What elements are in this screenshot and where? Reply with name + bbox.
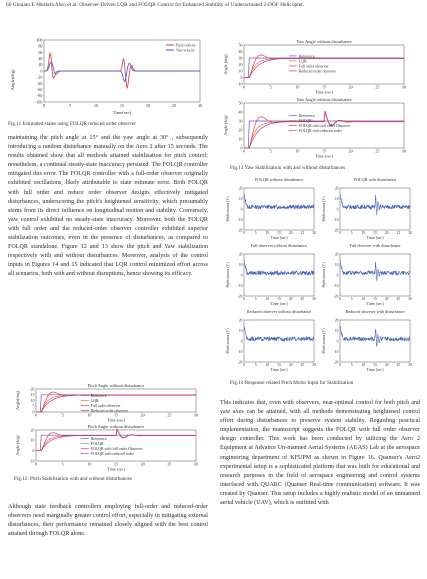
f13b-ytick: 20 [238, 127, 243, 133]
f12b-ytick: 0 [32, 448, 35, 454]
fig14-ytick: 0 [336, 273, 339, 278]
f13a-xtick: 20 [348, 84, 353, 90]
fig14-ytick: -10 [237, 283, 243, 288]
f12a-legend-2: Full order observer [90, 403, 121, 408]
f13b-xtick: 5 [269, 148, 272, 154]
fig14-xtick: 5 [350, 363, 353, 368]
fig11-ytick: -40 [36, 80, 43, 86]
fig14-xtick: 30 [408, 363, 412, 368]
fig14-xtick: 15 [373, 231, 377, 236]
fig14-xtick: 20 [288, 231, 293, 236]
fig14-ytick: 0 [240, 207, 243, 212]
fig11-ytick: 0 [40, 68, 43, 74]
fig14-xtick: 0 [339, 363, 341, 368]
figure-14 [222, 176, 422, 386]
f13b-xlabel: Time (sec) [315, 153, 333, 159]
fig14-panel-title: Full observer with disturbance [349, 243, 401, 248]
f12b-xtick: 0 [35, 461, 37, 467]
running-header: 66 Ghulam E Mustafa Abro et al: Observer-Driven LQR and FOLQR Control for Enhanced Stability of Underactuated 2-DOF Helicopter. [6, 2, 304, 8]
fig14-xlabel: Time (sec) [366, 367, 384, 372]
f13a-ytick: -10 [237, 81, 243, 87]
f13a-legend-2: Full order observer [298, 64, 329, 69]
f12b-xlabel: Time (sec) [107, 466, 125, 472]
f12a-ytick: 20 [30, 386, 35, 392]
figure-13b [222, 96, 412, 158]
fig11-ylabel: Angle(deg) [10, 69, 15, 91]
fig14-xtick: 0 [243, 231, 245, 236]
fig14-panel-title: FOLQR with disturbance [353, 177, 397, 182]
paragraph-results: maintaining the pitch angle at 15° and the yaw angle at 30° , subsequently introducing a random disturbance manually on the Aero 2 after 15 seconds. The results obtained show that all methods attained stabilisation for pitch control; nonetheless, a continual steady-state inaccuracy persisted. The FOLQR controller mitigated this error. The FOLQR controller with a full-order observer originally exhibited oscillations, likely attributable to state estimate error. Both FOLQR with full order and reduce order observer designs effectively mitigated disturbances, underscoring the pitch's heightened sensitivity, which presumably stems from its direct influence on longitudinal motion and stability. Conversely, yaw control exhibited no steady-state inaccuracy. Moreover, both the FOLQR with full order and the reduced-order observer controller exhibited superior stabilization outcomes, even in the presence of disturbances, as compared to FOLQR standalone. Figure 12 and 13 show the pitch and Yaw stabilization respectively with and without disturbances. Moreover, analysis of the control inputs in Figures 14 and 15 indicated that LQR control minimized effort across all scenarios, both with and without disruptions, hence showing its efficacy. [8, 135, 208, 278]
fig14-ytick: -10 [237, 217, 243, 222]
f13a-xtick: 15 [322, 84, 326, 90]
f12b-xtick: 5 [61, 461, 64, 467]
fig14-xtick: 20 [384, 231, 389, 236]
fig11-xtick: 10 [93, 103, 99, 108]
f12a-legend-0: Reference [90, 393, 107, 398]
fig14-ytick: -10 [333, 283, 339, 288]
fig11-ytick: -80 [36, 93, 43, 99]
f13b-ylabel: Angle (deg) [223, 115, 228, 136]
f13a-ytick: 40 [238, 48, 243, 54]
fig14-xtick: 15 [277, 297, 281, 302]
f12a-title: Pitch Angle without disturbance [87, 383, 145, 388]
f12b-ylabel: Angle (deg) [15, 435, 20, 456]
fig11-ytick: 80 [38, 43, 43, 49]
f12a-xtick: 10 [87, 412, 92, 418]
fig14-caption: Fig.14 Response related Pitch Motor Input for Stabilization [230, 380, 354, 386]
fig14-ytick: -20 [237, 228, 243, 233]
f12a-xtick: 5 [61, 412, 64, 418]
f12a-xtick: 15 [114, 412, 118, 418]
fig14-xtick: 10 [361, 231, 366, 236]
fig14-ytick: 10 [238, 262, 243, 267]
fig14-xtick: 5 [350, 231, 353, 236]
fig11-xtick: 5 [68, 103, 72, 108]
fig14-xtick: 5 [254, 297, 257, 302]
f13a-ylabel: Angle (deg) [223, 54, 228, 75]
fig14-xtick: 30 [312, 231, 316, 236]
fig14-xtick: 15 [373, 363, 377, 368]
fig14-ytick: -10 [333, 349, 339, 354]
fig14-xlabel: Time (sec) [270, 367, 288, 372]
fig14-signal [340, 261, 410, 281]
fig14-signal [244, 260, 314, 275]
f13b-xtick: 30 [402, 148, 406, 154]
fig14-ytick: 10 [238, 328, 243, 333]
fig14-ytick: 0 [240, 339, 243, 344]
fig14-xtick: 25 [300, 297, 305, 302]
f13b-legend-2: FOLQR with full order Observer [298, 124, 351, 128]
fig14-xtick: 30 [408, 297, 412, 302]
f12b-xtick: 15 [114, 461, 118, 467]
fig14-xtick: 20 [288, 297, 293, 302]
f12a-xtick: 25 [167, 412, 172, 418]
fig14-xlabel: Time (sec) [270, 301, 288, 306]
fig11-ytick: 60 [38, 49, 43, 55]
fig14-ytick: 20 [334, 318, 339, 323]
fig14-xtick: 5 [350, 297, 353, 302]
f12b-legend-2: FOLQR with full order Observer [90, 447, 143, 452]
fig14-xtick: 10 [265, 297, 270, 302]
fig14-ytick: 20 [238, 252, 243, 257]
fig14-ytick: -10 [333, 217, 339, 222]
fig14-ytick: -20 [333, 228, 339, 233]
left-body-2 [8, 503, 208, 539]
fig14-xtick: 25 [396, 297, 401, 302]
f13a-ytick: 0 [240, 74, 243, 80]
f13a-ytick: 30 [238, 55, 243, 61]
f13b-ytick: 50 [238, 100, 243, 106]
fig14-ytick: 0 [240, 273, 243, 278]
fig14-ylabel: Pitch motor (V) [321, 262, 326, 288]
f13a-ytick: 20 [238, 61, 243, 67]
fig11-ytick: -60 [36, 87, 43, 92]
f13b-xtick: 25 [375, 148, 380, 154]
fig11-xtick: 15 [119, 103, 125, 108]
fig11-ytick: -100 [34, 99, 43, 105]
fig14-signal [244, 326, 314, 341]
fig14-xtick: 25 [300, 363, 305, 368]
fig14-ytick: 20 [334, 252, 339, 257]
fig14-ylabel: Pitch motor (V) [321, 328, 326, 354]
fig14-ytick: 20 [334, 186, 339, 191]
f12a-ylabel: Angle(deg) [15, 390, 20, 411]
fig14-panel-title: Full observer without disturbance [250, 243, 308, 248]
fig14-ylabel: Pitch motor (V) [321, 196, 326, 222]
fig14-xtick: 30 [408, 231, 412, 236]
fig11-xtick: 30 [197, 103, 203, 108]
fig14-xtick: 0 [339, 231, 341, 236]
f12b-legend-3: FOLQR with reduced order [90, 452, 134, 457]
fig14-xtick: 25 [396, 231, 401, 236]
f13a-legend-3: Reduced order observer [298, 69, 336, 74]
fig12-caption: Fig.12. Pitch Stabilization with and without disturbances [14, 476, 132, 482]
fig14-xtick: 5 [254, 363, 257, 368]
f13a-xlabel: Time (sec) [315, 89, 333, 95]
fig11-ytick: 20 [38, 62, 43, 68]
fig14-xtick: 15 [277, 231, 281, 236]
f13a-title: Yaw Angle without disturbance [296, 39, 352, 44]
f13b-legend-0: Reference [298, 114, 315, 118]
fig14-xtick: 15 [277, 363, 281, 368]
fig14-xtick: 10 [361, 363, 366, 368]
fig14-xtick: 25 [300, 231, 305, 236]
fig14-ytick: 10 [334, 196, 339, 201]
fig13-caption: Fig.13 Yaw Stabilization with and without disturbances [230, 165, 345, 171]
fig14-ytick: 0 [336, 339, 339, 344]
f12a-ytick: 15 [30, 392, 35, 398]
fig14-xtick: 30 [312, 363, 316, 368]
f13b-legend-3: FOLQR with reduced order [298, 129, 342, 133]
fig14-ylabel: Pitch motor (V) [225, 196, 230, 222]
figure-13a [222, 38, 412, 94]
f13b-ytick: 0 [240, 145, 243, 151]
fig14-xtick: 10 [265, 363, 270, 368]
f12b-xtick: 30 [194, 461, 198, 467]
f12a-legend-3: Reduced order observer [90, 408, 128, 413]
fig14-xtick: 20 [288, 363, 293, 368]
fig14-ytick: -10 [237, 349, 243, 354]
f13a-xtick: 5 [269, 84, 272, 90]
fig14-ytick: 20 [238, 318, 243, 323]
fig11-legend [166, 44, 196, 53]
figure-12a [14, 382, 204, 422]
f12b-ytick: -10 [29, 458, 35, 464]
fig14-xlabel: Time (sec) [270, 235, 288, 240]
f13a-legend-1: LQR [298, 59, 307, 64]
f13a-ytick: 10 [238, 68, 243, 74]
fig14-panel-title: Reduced observer with disturbance [345, 309, 405, 314]
fig14-ytick: -20 [333, 294, 339, 299]
f13a-xtick: 25 [375, 84, 380, 90]
f12a-xtick: 20 [140, 412, 145, 418]
fig14-xtick: 30 [312, 297, 316, 302]
fig14-xtick: 25 [396, 363, 401, 368]
f12b-title: Pitch Angle without disturbance [87, 424, 145, 429]
f13a-legend-0: Reference [298, 54, 315, 59]
f13b-ytick: 10 [238, 136, 243, 142]
fig14-xlabel: Time (sec) [366, 235, 384, 240]
fig11-ytick: 40 [38, 56, 43, 61]
fig14-ytick: -20 [237, 294, 243, 299]
f13b-xtick: 15 [322, 148, 326, 154]
fig14-xtick: 20 [384, 363, 389, 368]
fig14-ylabel: Pitch motor (V) [225, 262, 230, 288]
f13a-xtick: 30 [402, 84, 406, 90]
pitch-velocity-series [44, 53, 200, 88]
fig14-ytick: 0 [336, 207, 339, 212]
fig14-panel-title: FOLQR without disturbance [255, 177, 303, 182]
figure-12b [14, 423, 204, 471]
f12b-legend-0: Reference [90, 437, 107, 442]
fig14-ytick: -20 [237, 360, 243, 365]
fig14-ytick: 20 [238, 186, 243, 191]
fig11-ytick: -20 [36, 74, 43, 80]
f13b-ytick: 40 [238, 109, 243, 115]
fig14-xtick: 5 [254, 231, 257, 236]
f12a-ytick: 5 [32, 403, 35, 409]
fig11-xtick: 20 [145, 103, 151, 108]
f12b-ytick: 20 [30, 427, 35, 433]
fig14-signal [244, 193, 314, 209]
paragraph-implementation: This indicates that, even with observers, near-optimal control for both pitch and yaw axes can be attained, with all methods demonstrating heightened control effort during disturbances to preserve system stability. Regarding practical implementation, the manuscript suggests the FOLQR with full order observer design controller. This work has been conducted by utilizing the Aero 2 Equipment at Advance Un-manned Aerial Systems (AUAS) Lab at the aerospace engineering department of KFUPM as shown in Figure 16. Quanser's Aero2 experimental setup is a sophisticated platform that was built for educational and research purposes in the field of aerospace engineering and control systems interfaced with QUARC (Quanser Real-time communication) software. It was created by Quanser. This setup includes a highly realistic model of an unmanned aerial vehicle (UAV), which is outfitted with [220, 400, 420, 507]
f12a-xtick: 0 [35, 412, 37, 418]
f12b-xtick: 25 [167, 461, 172, 467]
f13a-ytick: 50 [238, 42, 243, 48]
f13b-xtick: 20 [348, 148, 353, 154]
fig14-ytick: 10 [238, 196, 243, 201]
fig11-xtick: 0 [42, 103, 46, 108]
fig14-xtick: 0 [339, 297, 341, 302]
f12a-ytick: 10 [30, 397, 35, 403]
fig14-xtick: 20 [384, 297, 389, 302]
fig14-panel-title: Reduced observer without disturbance [246, 309, 312, 314]
f13a-xtick: 10 [295, 84, 300, 90]
figure-11 [8, 38, 208, 116]
f13b-ytick: 30 [238, 118, 243, 124]
f13b-xtick: 10 [295, 148, 300, 154]
fig14-xtick: 15 [373, 297, 377, 302]
f13a-xtick: 0 [243, 84, 245, 90]
f12a-xtick: 30 [194, 412, 198, 418]
f12a-legend-1: LQR [90, 398, 99, 403]
f12b-xtick: 20 [140, 461, 145, 467]
fig11-xlabel: Time(sec) [112, 110, 132, 115]
f13b-title: Yaw Angle without disturbance [296, 97, 352, 102]
fig14-xtick: 10 [265, 231, 270, 236]
f12a-xlabel: Time (sec) [107, 417, 125, 423]
f12b-ytick: 10 [30, 437, 35, 443]
fig11-legend-pitch: Pitch velocity [176, 43, 196, 48]
fig11-caption: Fig.11 Estimated states using FOLQR reduced order observer [8, 121, 137, 127]
f12a-ytick: 0 [32, 409, 35, 415]
fig14-ytick: 10 [334, 262, 339, 267]
f13b-legend-1: FOLQR [298, 119, 312, 123]
f12b-xtick: 10 [87, 461, 92, 467]
fig14-xtick: 10 [361, 297, 366, 302]
fig11-legend-yaw: Yaw velocity [176, 48, 195, 53]
fig14-ytick: -20 [333, 360, 339, 365]
paragraph-effort: Although state feedback controllers employing full-order and reduced-order observers need marginally greater control effort, especially in mitigating external disturbances, their performance remained closely aligned with the best control attained through FOLQR alone. [8, 504, 208, 538]
fig11-xtick: 25 [171, 103, 177, 108]
right-body [220, 399, 420, 508]
left-body-1 [8, 134, 208, 280]
fig14-ylabel: Pitch motor (V) [225, 328, 230, 354]
fig14-ytick: 10 [334, 328, 339, 333]
fig11-ytick: 100 [36, 37, 43, 43]
fig14-xtick: 0 [243, 297, 245, 302]
fig14-xlabel: Time (sec) [366, 301, 384, 306]
f13b-xtick: 0 [243, 148, 245, 154]
fig14-xtick: 0 [243, 363, 245, 368]
fig14-signal [340, 194, 410, 215]
fig14-signal [340, 326, 410, 347]
f12b-legend-1: FOLQR [90, 442, 104, 447]
